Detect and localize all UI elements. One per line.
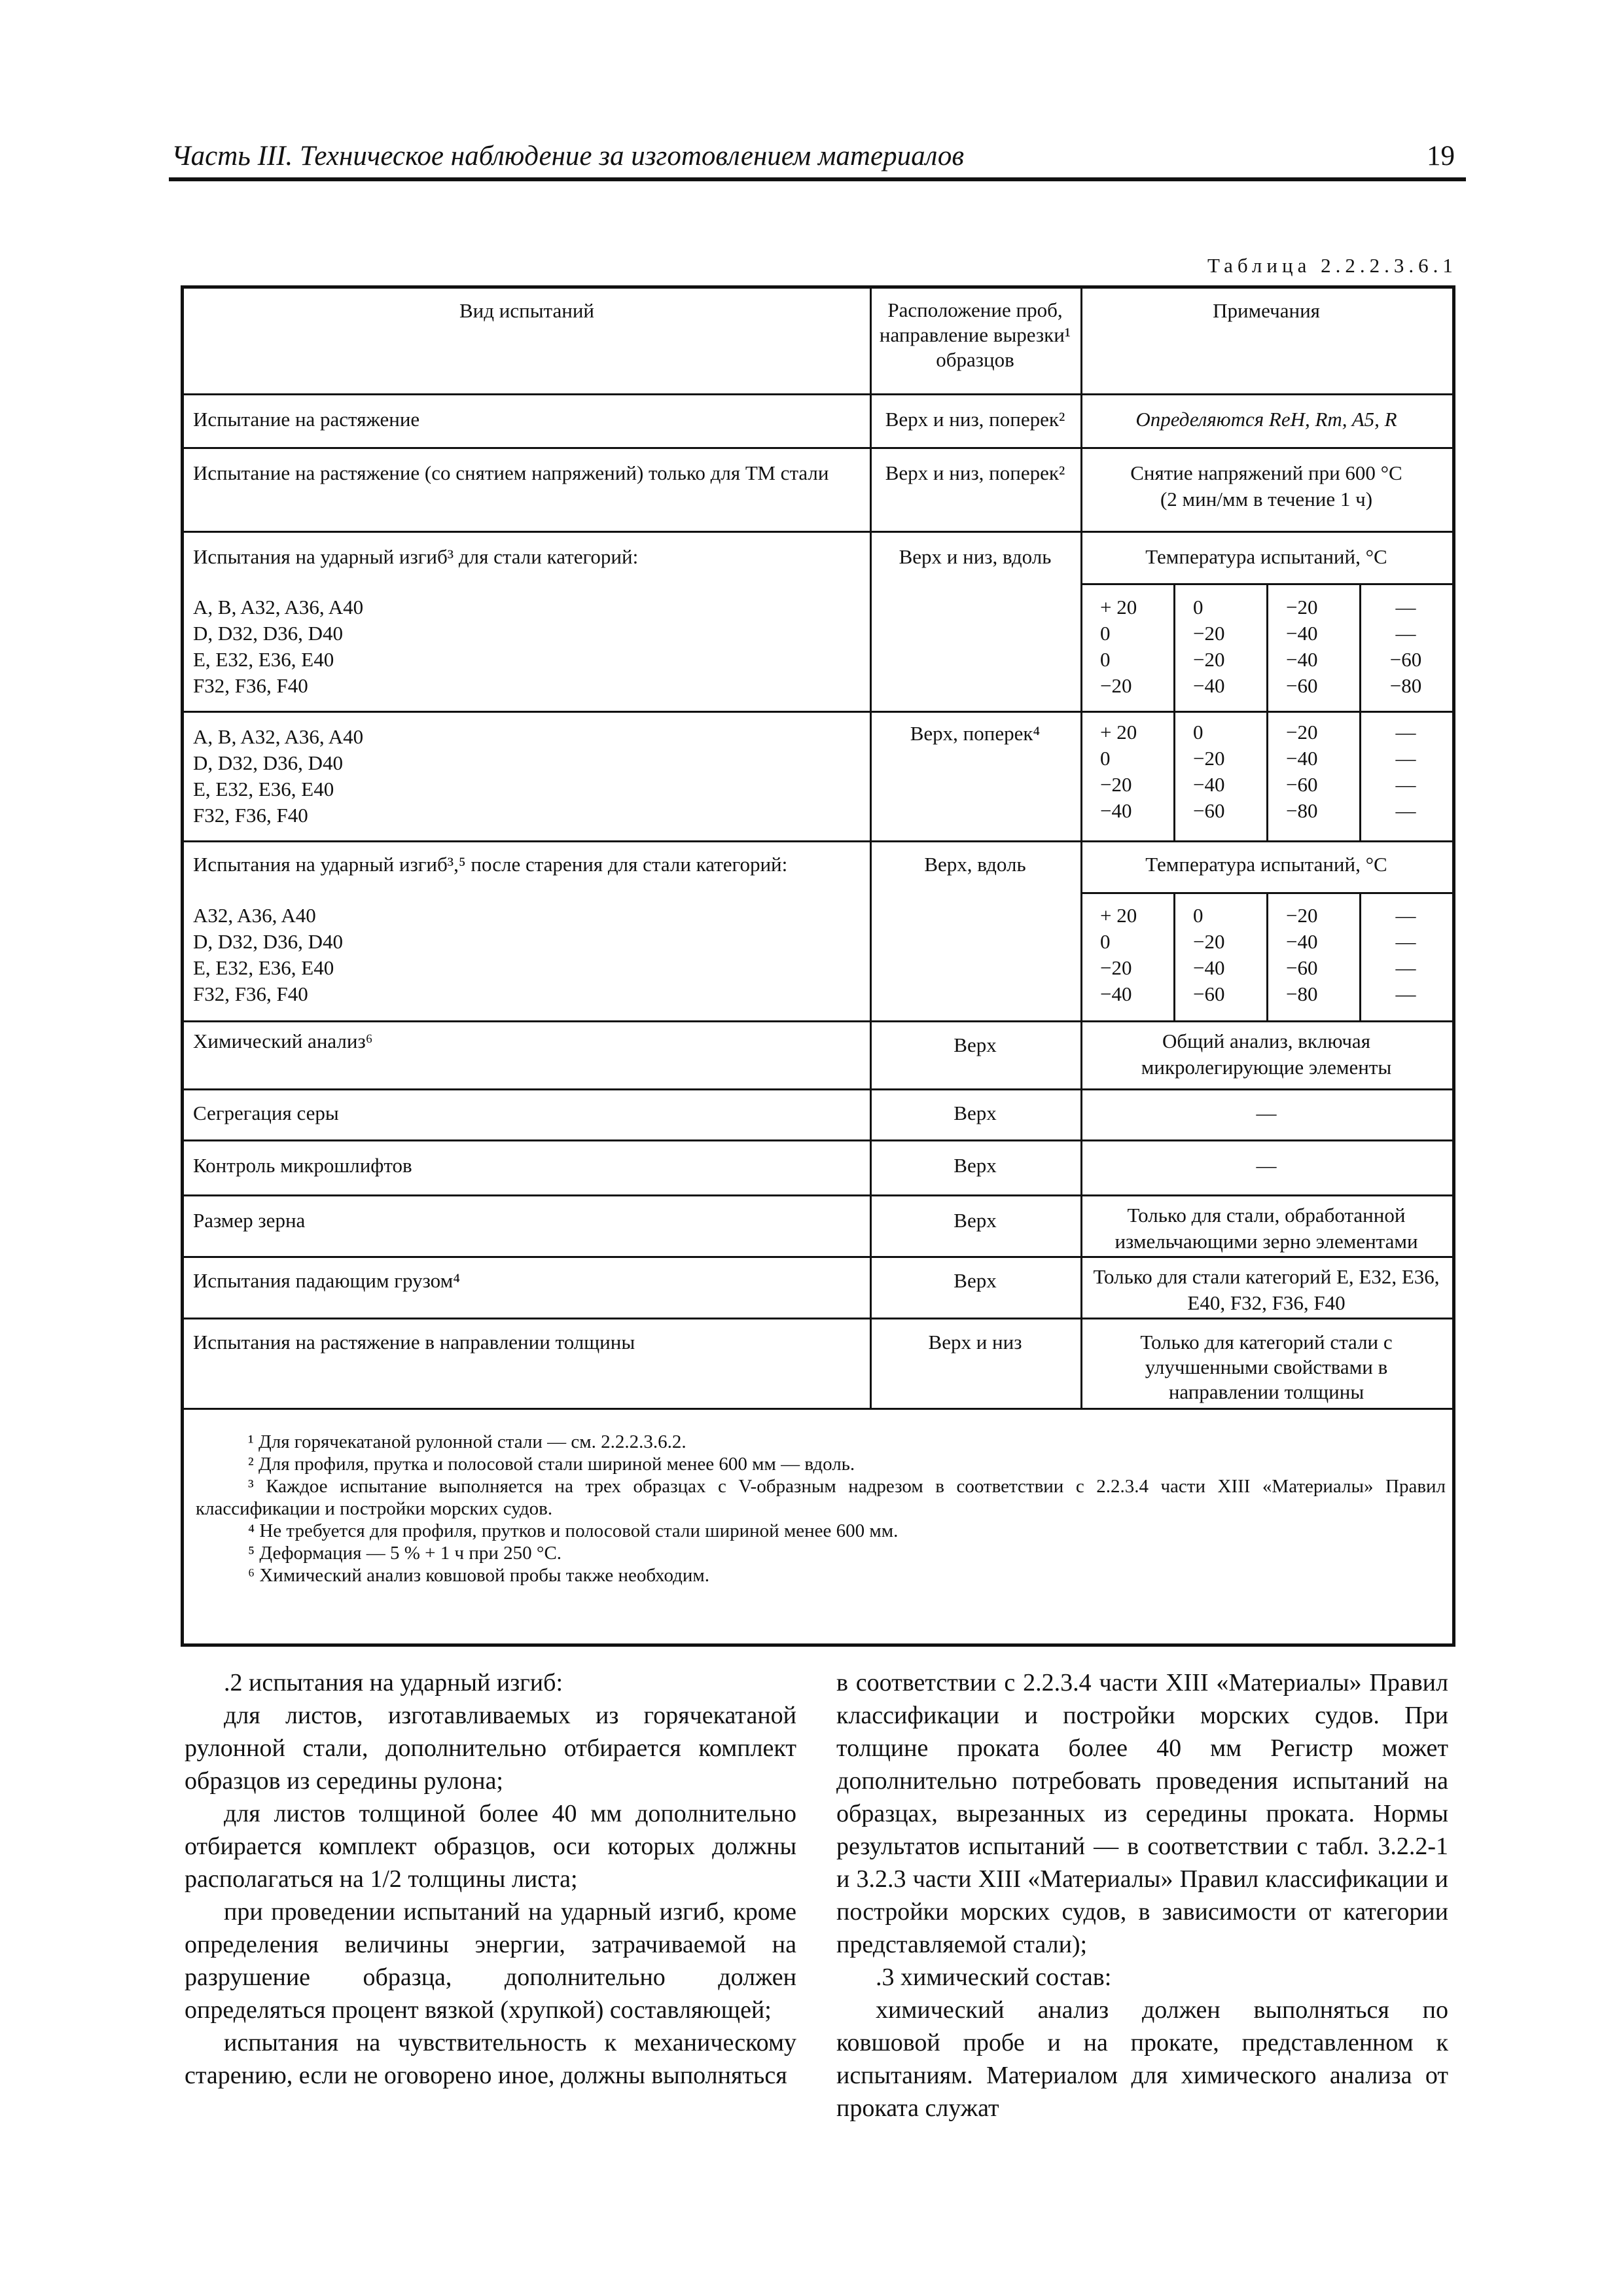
temp-cell: −40	[1286, 930, 1318, 953]
temp-cell: −60	[1286, 956, 1318, 979]
row-grain-test: Размер зерна	[193, 1209, 306, 1232]
header-location: Расположение проб, направление вырезки¹ образцов	[879, 298, 1071, 371]
row-thick-note: улучшенными свойствами в	[1145, 1355, 1388, 1378]
row-divider	[184, 1020, 1452, 1022]
temp-cell: −60	[1193, 982, 1225, 1005]
row-divider	[184, 1194, 1452, 1196]
temp-cell: −80	[1286, 799, 1318, 822]
row-impact-aged-location: Верх, вдоль	[924, 853, 1026, 876]
row-impact-aged-note: Температура испытаний, °С	[1145, 853, 1387, 876]
impact-temps	[1080, 594, 1452, 699]
row-chem-location: Верх	[954, 1033, 997, 1056]
running-header-title: Часть III. Техническое наблюдение за изготовлением материалов	[171, 141, 965, 171]
impact-aged-categories	[193, 903, 343, 1007]
row-divider	[184, 1256, 1452, 1258]
category: A32, A36, A40	[193, 904, 316, 927]
paragraph: испытания на чувствительность к механическому старению, если не оговорено иное, должны выполняться	[185, 2029, 796, 2089]
row-thick-test: Испытания на растяжение в направлении толщины	[193, 1331, 635, 1354]
header-test-type: Вид испытаний	[459, 299, 594, 322]
footnote: ² Для профиля, прутка и полосовой стали шириной менее 600 мм — вдоль.	[248, 1454, 855, 1475]
temp-cell: 0	[1100, 747, 1111, 770]
impact2-temps	[1080, 719, 1452, 824]
category: E, E32, E36, E40	[193, 648, 334, 671]
row-sulfur-test: Сегрегация серы	[193, 1102, 339, 1124]
body-left-column	[185, 1666, 796, 2092]
impact-aged-temps	[1080, 903, 1452, 1007]
footnote: ⁴ Не требуется для профиля, прутков и полосовой стали шириной менее 600 мм.	[248, 1520, 899, 1541]
row-thick-note: направлении толщины	[1168, 1380, 1364, 1403]
category: A, B, A32, A36, A40	[193, 725, 364, 748]
impact2-categories	[193, 724, 363, 829]
temp-cell: —	[1395, 622, 1416, 645]
temp-cell: −20	[1286, 596, 1318, 619]
category: F32, F36, F40	[193, 804, 308, 827]
row-tension-tm-location: Верх и низ, поперек²	[885, 461, 1065, 484]
temp-cell: −40	[1193, 773, 1225, 796]
row-drop-test: Испытания падающим грузом⁴	[193, 1269, 461, 1292]
temp-cell: 0	[1100, 930, 1111, 953]
temp-cell: 0	[1100, 622, 1111, 645]
row-impact-location: Верх и низ, вдоль	[899, 545, 1052, 568]
footnote: ⁵ Деформация — 5 % + 1 ч при 250 °С.	[248, 1543, 562, 1564]
page-number: 19	[1427, 141, 1455, 171]
row-tension-note: Определяются ReH, Rm, A5, R	[1135, 408, 1397, 431]
table-label: Таблица 2.2.2.3.6.1	[1207, 254, 1457, 277]
category: D, D32, D36, D40	[193, 930, 344, 953]
row-divider	[184, 531, 1452, 533]
paragraph: для листов, изготавливаемых из горячекатаной рулонной стали, дополнительно отбирается комплект образцов из середины рулона;	[185, 1702, 796, 1795]
temp-cell: 0	[1193, 721, 1204, 744]
row-impact2-location: Верх, поперек⁴	[910, 722, 1041, 745]
row-grain-note: Только для стали, обработанной	[1127, 1204, 1406, 1227]
test-requirements-table	[181, 285, 1455, 1647]
temp-cell: −20	[1193, 622, 1225, 645]
temp-cell: −40	[1100, 982, 1132, 1005]
row-thick-location: Верх и низ	[928, 1331, 1022, 1354]
row-grain-note: измельчающими зерно элементами	[1115, 1230, 1418, 1253]
paragraph: химический анализ должен выполняться по ковшовой пробе и на прокате, представленном к испытаниям. Материалом для химического анализа от проката служат	[836, 1996, 1448, 2122]
temp-cell: −20	[1286, 904, 1318, 927]
temp-cell: −60	[1193, 799, 1225, 822]
header-notes: Примечания	[1213, 299, 1320, 322]
row-divider	[184, 393, 1452, 395]
temp-cell: 0	[1100, 648, 1111, 671]
row-micro-note: —	[1256, 1154, 1277, 1177]
column-divider	[870, 289, 872, 1408]
body-right-column	[836, 1666, 1448, 2125]
paragraph: в соответствии с 2.2.3.4 части XIII «Материалы» Правил классификации и постройки морских судов. При толщине проката более 40 мм Регистр может дополнительно потребовать проведения испытаний на образцах, вырезанных из середины проката. Нормы результатов испытаний — в соответствии с табл. 3.2.2-1 и 3.2.3 части XIII «Материалы» Правил классификации и постройки морских судов, в зависимости от категории представляемой стали);	[836, 1669, 1448, 1958]
row-chem-test: Химический анализ⁶	[193, 1030, 373, 1052]
row-impact-note: Температура испытаний, °С	[1145, 545, 1387, 568]
temp-cell: −40	[1100, 799, 1132, 822]
row-tension-tm-note: (2 мин/мм в течение 1 ч)	[1160, 488, 1373, 511]
paragraph: при проведении испытаний на ударный изгиб, кроме определения величины энергии, затрачиваемой на разрушение образца, дополнительно должен определяться процент вязкой (хрупкой) составляющей;	[185, 1898, 796, 2024]
temp-cell: —	[1395, 721, 1416, 744]
temp-cell: −20	[1100, 956, 1132, 979]
temp-cell: −20	[1100, 773, 1132, 796]
temp-cell: −20	[1100, 674, 1132, 697]
category: D, D32, D36, D40	[193, 751, 344, 774]
row-micro-test: Контроль микрошлифтов	[193, 1154, 412, 1177]
temp-cell: −40	[1286, 747, 1318, 770]
temp-cell: + 20	[1100, 596, 1137, 619]
table-footnotes	[196, 1431, 1446, 1587]
temp-cell: + 20	[1100, 904, 1137, 927]
row-tension-tm-test: Испытание на растяжение (со снятием напряжений) только для ТМ стали	[193, 461, 829, 484]
temp-cell: −80	[1286, 982, 1318, 1005]
row-tension-tm-note: Снятие напряжений при 600 °С	[1130, 461, 1402, 484]
temp-cell: −20	[1286, 721, 1318, 744]
temp-cell: —	[1395, 982, 1416, 1005]
row-divider	[184, 1139, 1452, 1141]
category: A, B, A32, A36, A40	[193, 596, 364, 619]
temp-cell: −40	[1286, 622, 1318, 645]
temp-cell: −20	[1193, 747, 1225, 770]
row-drop-note: Только для стали категорий E, E32, E36,	[1093, 1265, 1440, 1288]
temp-cell: −20	[1193, 930, 1225, 953]
temp-cell: —	[1395, 956, 1416, 979]
row-divider	[184, 447, 1452, 449]
category: E, E32, E36, E40	[193, 956, 334, 979]
row-grain-location: Верх	[954, 1209, 997, 1232]
category: F32, F36, F40	[193, 982, 308, 1005]
paragraph: .3 химический состав:	[876, 1964, 1112, 1991]
paragraph: для листов толщиной более 40 мм дополнительно отбирается комплект образцов, оси которых должны располагаться на 1/2 толщины листа;	[185, 1800, 796, 1893]
temp-cell: —	[1395, 596, 1416, 619]
row-micro-location: Верх	[954, 1154, 997, 1177]
temp-cell: −60	[1389, 648, 1422, 671]
footnote: ⁶ Химический анализ ковшовой пробы также необходим.	[248, 1565, 709, 1586]
footnote: ³ Каждое испытание выполняется на трех образцах с V-образным надрезом в соответствии с 2.2.3.4 части XIII «Материалы» Правил классификации и постройки морских судов.	[196, 1476, 1446, 1519]
row-divider	[184, 1408, 1452, 1410]
temp-cell: −20	[1193, 648, 1225, 671]
row-tension-location: Верх и низ, поперек²	[885, 408, 1065, 431]
temp-cell: −80	[1389, 674, 1422, 697]
paragraph: .2 испытания на ударный изгиб:	[224, 1669, 563, 1696]
temp-cell: −60	[1286, 674, 1318, 697]
temp-cell: —	[1395, 904, 1416, 927]
row-sulfur-location: Верх	[954, 1102, 997, 1124]
temp-cell: −40	[1193, 956, 1225, 979]
temp-cell: —	[1395, 773, 1416, 796]
temp-cell: 0	[1193, 596, 1204, 619]
footnote: ¹ Для горячекатаной рулонной стали — см. 2.2.2.3.6.2.	[248, 1431, 687, 1452]
category: D, D32, D36, D40	[193, 622, 344, 645]
temp-cell: —	[1395, 930, 1416, 953]
row-thick-note: Только для категорий стали с	[1140, 1331, 1393, 1354]
temp-cell: −60	[1286, 773, 1318, 796]
row-chem-note: микролегирующие элементы	[1141, 1056, 1392, 1079]
header-rule	[169, 177, 1466, 181]
temp-cell: + 20	[1100, 721, 1137, 744]
category: F32, F36, F40	[193, 674, 308, 697]
row-tension-test: Испытание на растяжение	[193, 408, 420, 431]
temp-cell: −40	[1193, 674, 1225, 697]
row-divider	[184, 711, 1452, 713]
row-divider	[184, 1318, 1452, 1319]
temp-cell: 0	[1193, 904, 1204, 927]
temp-cell: —	[1395, 799, 1416, 822]
temp-cell: —	[1395, 747, 1416, 770]
row-impact-aged-test: Испытания на ударный изгиб³,⁵ после старения для стали категорий:	[193, 853, 788, 876]
row-drop-note: E40, F32, F36, F40	[1187, 1291, 1346, 1314]
category: E, E32, E36, E40	[193, 778, 334, 800]
row-divider	[184, 1088, 1452, 1090]
row-drop-location: Верх	[954, 1269, 997, 1292]
temp-cell: −40	[1286, 648, 1318, 671]
row-sulfur-note: —	[1256, 1102, 1277, 1124]
impact-categories	[193, 594, 363, 699]
row-impact-test: Испытания на ударный изгиб³ для стали категорий:	[193, 545, 639, 568]
row-chem-note: Общий анализ, включая	[1162, 1030, 1370, 1052]
row-divider	[184, 840, 1452, 842]
